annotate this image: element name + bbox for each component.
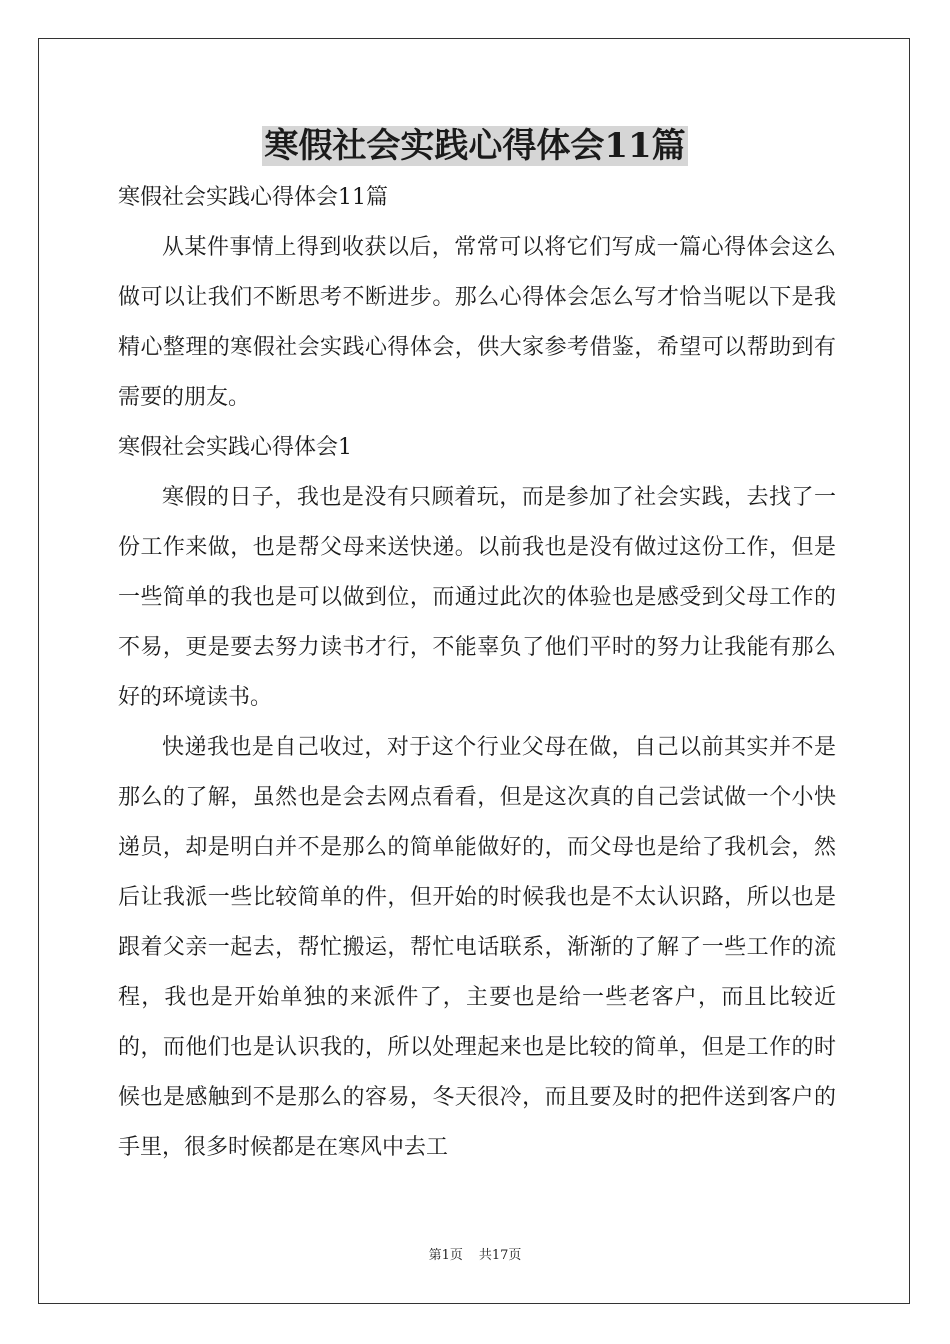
page-number: 第1页 (428, 1248, 463, 1263)
document-title (0, 120, 950, 172)
section-heading-1: 寒假社会实践心得体会1 (118, 435, 352, 460)
page-total: 共17页 (478, 1248, 522, 1263)
document-body (118, 173, 836, 1173)
page-footer (0, 1244, 950, 1263)
intro-paragraph: 从某件事情上得到收获以后，常常可以将它们写成一篇心得体会这么做可以让我们不断思考不断进步。那么心得体会怎么写才恰当呢以下是我精心整理的寒假社会实践心得体会，供大家参考借鉴，希望可以帮助到有需要的朋友。 (118, 235, 836, 410)
body-paragraph-2: 快递我也是自己收过，对于这个行业父母在做，自己以前其实并不是那么的了解，虽然也是会去网点看看，但是这次真的自己尝试做一个小快递员，却是明白并不是那么的简单能做好的，而父母也是给了我机会，然后让我派一些比较简单的件，但开始的时候我也是不太认识路，所以也是跟着父亲一起去，帮忙搬运，帮忙电话联系，渐渐的了解了一些工作的流程，我也是开始单独的来派件了，主要也是给一些老客户，而且比较近的，而他们也是认识我的，所以处理起来也是比较的简单，但是工作的时候也是感触到不是那么的容易，冬天很冷，而且要及时的把件送到客户的手里，很多时候都是在寒风中去工 (118, 735, 836, 1160)
document-title-text: 寒假社会实践心得体会11篇 (264, 126, 686, 166)
body-paragraph-1: 寒假的日子，我也是没有只顾着玩，而是参加了社会实践，去找了一份工作来做，也是帮父母来送快递。以前我也是没有做过这份工作，但是一些简单的我也是可以做到位，而通过此次的体验也是感受到父母工作的不易，更是要去努力读书才行，不能辜负了他们平时的努力让我能有那么好的环境读书。 (118, 485, 836, 710)
subtitle-heading: 寒假社会实践心得体会11篇 (118, 185, 388, 210)
